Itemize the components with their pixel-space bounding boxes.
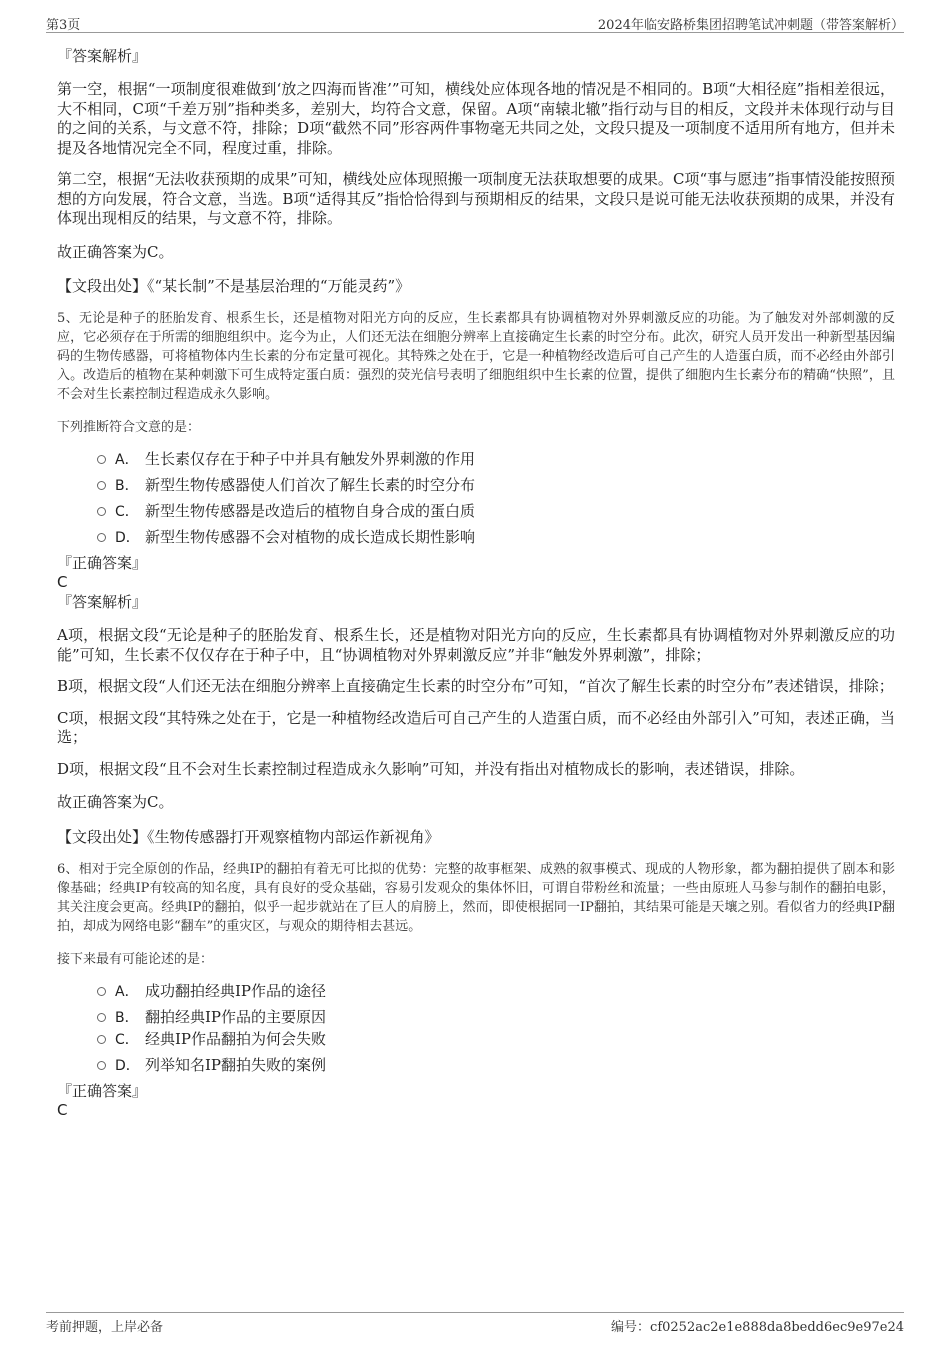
option-letter: C． [115, 1031, 139, 1048]
option-letter: B． [115, 478, 139, 494]
option-text: 新型生物传感器使人们首次了解生长素的时空分布 [145, 476, 476, 494]
correct-answer: C [57, 1100, 68, 1119]
analysis-option-d: D项，根据文段“且不会对生长素控制过程造成永久影响”可知，并没有指出对植物成长的影响，表述错误，排除。 [57, 759, 805, 778]
option-letter: A． [115, 452, 139, 468]
option-letter: A． [115, 983, 139, 1000]
question-5-prompt: 下列推断符合文意的是： [57, 420, 201, 435]
option-text: 新型生物传感器是改造后的植物自身合成的蛋白质 [145, 502, 476, 520]
question-5-option-a[interactable] [57, 449, 895, 475]
question-6-text: 6、相对于完全原创的作品，经典IP的翻拍有着无可比拟的优势：完整的故事框架、成熟的叙事模式、现成的人物形象，都为翻拍提供了剧本和影像基础；经典IP有较高的知名度，具有良好的受众基础，容易引发观众的集体怀旧，可谓自带粉丝和流量；一些由原班人马参与制作的翻拍电影，其关注度会更高。经典IP的翻拍，似乎一起步就站在了巨人的肩膀上，然而，即使根据同一IP翻拍，其结果可能是天壤之别。看似省力的经典IP翻拍，却成为网络电影“翻车”的重灾区，与观众的期待相去甚远。 [57, 861, 895, 934]
question-6-option-c[interactable] [57, 1029, 895, 1055]
analysis-conclusion: 故正确答案为C。 [57, 793, 174, 811]
analysis-option-c: C项，根据文段“其特殊之处在于，它是一种植物经改造后可自己产生的人造蛋白质，而不必经由外部引入”可知，表述正确，当选； [57, 708, 895, 746]
question-5-options [57, 449, 895, 553]
correct-answer-label: 『正确答案』 [57, 554, 148, 572]
analysis-paragraph-1: 第一空，根据“一项制度很难做到‘放之四海而皆准’”可知，横线处应体现各地的情况是不相同的。B项“大相径庭”指相差很远，大不相同，C项“千差万别”指种类多，差别大，均符合文意，保留。A项“南辕北辙”指行动与目的相反，文段并未体现行动与目的之间的关系，与文意不符，排除；D项“截然不同”形容两件事物毫无共同之处，文段只提及一项制度不适用所有地方，但并未提及各地情况完全不同，程度过重，排除。 [57, 80, 895, 157]
correct-answer: C [57, 573, 68, 591]
option-letter: C． [115, 504, 139, 520]
radio-icon[interactable] [97, 1061, 106, 1070]
passage-source: 【文段出处】《生物传感器打开观察植物内部运作新视角》 [57, 827, 440, 846]
option-letter: D． [115, 530, 140, 546]
analysis-option-a: A项，根据文段“无论是种子的胚胎发育、根系生长，还是植物对阳光方向的反应，生长素都具有协调植物对外界刺激反应的功能”可知，生长素不仅仅存在于种子中，且“协调植物对外界刺激反应”并非“触发外界刺激”，排除； [57, 626, 895, 664]
radio-icon[interactable] [97, 507, 106, 516]
question-5-option-c[interactable] [57, 501, 895, 527]
option-text: 经典IP作品翻拍为何会失败 [145, 1029, 327, 1048]
passage-source: 【文段出处】《“某长制”不是基层治理的“万能灵药”》 [57, 277, 411, 295]
option-letter: B． [115, 1009, 139, 1026]
radio-icon[interactable] [97, 987, 106, 996]
question-5-text: 5、无论是种子的胚胎发育、根系生长，还是植物对阳光方向的反应，生长素都具有协调植物对外界刺激反应的功能。为了触发对外部刺激的反应，它必须存在于所需的细胞组织中。迄今为止，人们还无法在细胞分辨率上直接确定生长素的时空分布。此次，研究人员开发出一种新型基因编码的生物传感器，可将植物体内生长素的分布定量可视化。其特殊之处在于，它是一种植物经改造后可自己产生的人造蛋白质，而不必经由外部引入。改造后的植物在某种刺激下可生成特定蛋白质：强烈的荧光信号表明了细胞组织中生长素的位置，提供了细胞内生长素分布的精确“快照”，且不会对生长素控制过程造成永久影响。 [57, 311, 895, 402]
analysis-option-b: B项，根据文段“人们还无法在细胞分辨率上直接确定生长素的时空分布”可知，“首次了解生长素的时空分布”表述错误，排除； [57, 677, 894, 695]
page-footer [46, 1312, 904, 1337]
question-6-option-a[interactable] [57, 981, 895, 1007]
question-6-options [57, 981, 895, 1081]
question-6-option-d[interactable] [57, 1055, 895, 1081]
page-content [57, 44, 895, 1120]
question-5-option-b[interactable] [57, 475, 895, 501]
analysis-paragraph-2: 第二空，根据“无法收获预期的成果”可知，横线处应体现照搬一项制度无法获取想要的成果。C项“事与愿违”指事情没能按照预想的方向发展，符合文意，当选。B项“适得其反”指恰恰得到与预期相反的结果，文段只是说可能无法收获预期的成果，并没有体现出现相反的结果，与文意不符，排除。 [57, 170, 895, 227]
radio-icon[interactable] [97, 481, 106, 490]
analysis-conclusion: 故正确答案为C。 [57, 242, 174, 261]
question-6-option-b[interactable] [57, 1007, 895, 1029]
option-text: 生长素仅存在于种子中并具有触发外界刺激的作用 [145, 450, 476, 468]
radio-icon[interactable] [97, 1035, 106, 1044]
footer-slogan: 考前押题，上岸必备 [46, 1320, 164, 1335]
option-text: 列举知名IP翻拍失败的案例 [145, 1055, 327, 1074]
option-text: 新型生物传感器不会对植物的成长造成长期性影响 [145, 528, 476, 546]
analysis-label: 『答案解析』 [57, 47, 148, 65]
radio-icon[interactable] [97, 533, 106, 542]
question-6-prompt: 接下来最有可能论述的是： [57, 951, 214, 967]
document-title: 2024年临安路桥集团招聘笔试冲刺题（带答案解析） [597, 18, 904, 33]
correct-answer-label: 『正确答案』 [57, 1081, 148, 1100]
option-letter: D． [115, 1057, 140, 1074]
page-number: 第3页 [46, 18, 81, 33]
radio-icon[interactable] [97, 455, 106, 464]
option-text: 翻拍经典IP作品的主要原因 [145, 1007, 327, 1026]
analysis-label: 『答案解析』 [57, 593, 148, 611]
radio-icon[interactable] [97, 1013, 106, 1022]
question-5-option-d[interactable] [57, 527, 895, 553]
document-serial: 编号：cf0252ac2e1e888da8bedd6ec9e97e24 [611, 1320, 904, 1335]
option-text: 成功翻拍经典IP作品的途径 [145, 981, 327, 1000]
page-header [46, 12, 904, 33]
